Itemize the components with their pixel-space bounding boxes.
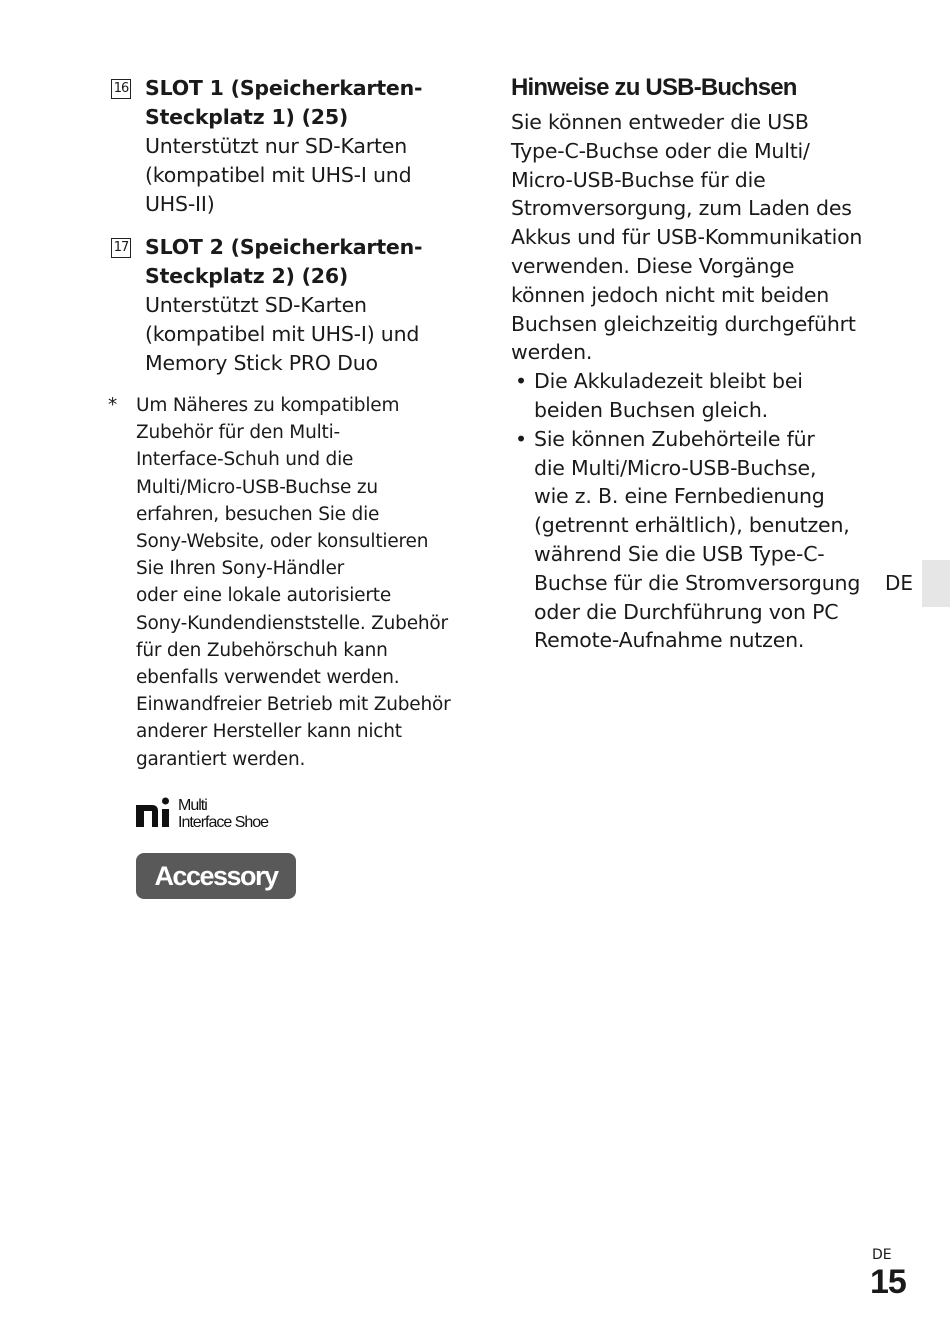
bullet-item: • Die Akkuladezeit bleibt bei beiden Buchsen gleich. (515, 369, 803, 422)
page-number: 15 (870, 1263, 906, 1301)
side-tab-marker (922, 560, 950, 607)
page-language: DE (872, 1247, 892, 1263)
bullet-dot: • (515, 369, 527, 394)
footnote-marker: * (108, 395, 118, 416)
number-box: 16 (111, 79, 131, 99)
footnote: * Um Näheres zu kompatiblem Zubehör für den Multi- Interface-Schuh und die Multi/Micro-USB-Buchse zu erfahren, besuchen Sie die Sony-Website, oder konsultieren Sie Ihren Sony-Händler oder eine lokale autorisierte Sony-Kundendienststelle. Zubehör für den Zubehörschuh kann ebenfalls verwendet werden. Einwandfreier Betrieb mit Zubehör anderer Hersteller kann nicht garantiert werden. (108, 392, 478, 773)
item-title: SLOT 1 (Speicherkarten- Steckplatz 1) (25) (145, 76, 423, 129)
list-item (108, 74, 478, 219)
bullet-list (511, 367, 881, 655)
bullet-item: • Sie können Zubehörteile für die Multi/Micro-USB-Buchse, wie z. B. eine Fernbedienung (getrennt erhältlich), benutzen, während Sie die USB Type-C- Buchse für die Stromversorgung oder die Durchführung von PC Remote-Aufnahme nutzen. (515, 426, 861, 653)
number-box: 17 (111, 238, 131, 258)
left-column (108, 74, 478, 937)
mi-logo-icon (136, 797, 176, 829)
item-description: Unterstützt SD-Karten (kompatibel mit UHS-I) und Memory Stick PRO Duo (145, 293, 420, 375)
multi-interface-shoe-logo (136, 797, 478, 833)
list-item (108, 233, 478, 378)
bullet-dot: • (515, 426, 527, 451)
item-title: SLOT 2 (Speicherkarten- Steckplatz 2) (26) (145, 235, 423, 288)
accessory-shoe-logo: Accessory Shoe (136, 853, 296, 899)
mi-logo-text: Multi Interface Shoe (178, 796, 269, 831)
item-description: Unterstützt nur SD-Karten (kompatibel mit UHS-I und UHS-II) (145, 134, 412, 216)
side-tab-label: DE (885, 571, 914, 595)
right-column (511, 70, 881, 655)
section-title: Hinweise zu USB-Buchsen (511, 74, 797, 101)
paragraph: Sie können entweder die USB Type-C-Buchse oder die Multi/ Micro-USB-Buchse für die Stromversorgung, zum Laden des Akkus und für USB-Kommunikation verwenden. Diese Vorgänge können jedoch nicht mit beiden Buchsen gleichzeitig durchgeführt werden. (511, 110, 863, 365)
